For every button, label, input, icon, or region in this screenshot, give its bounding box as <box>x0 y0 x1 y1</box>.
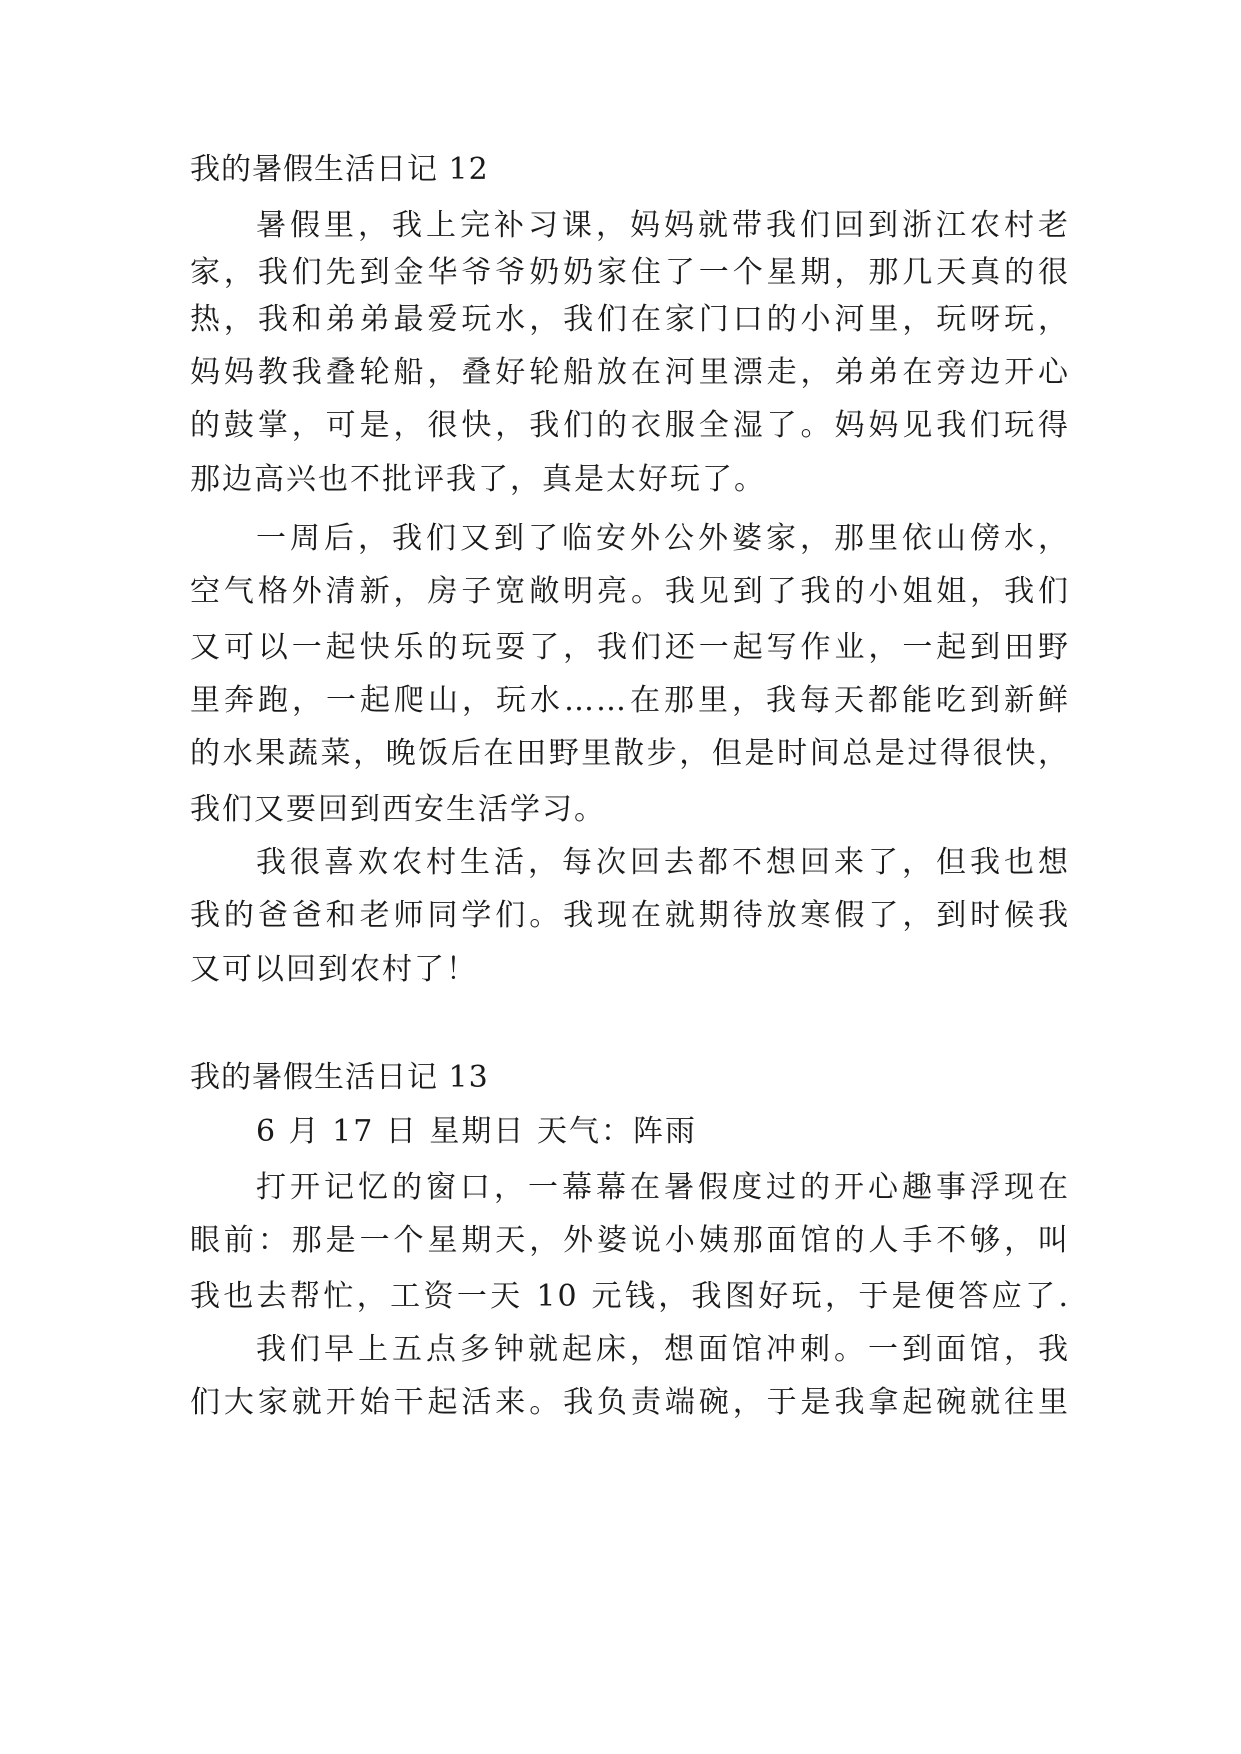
paragraph-line: 眼前：那是一个星期天，外婆说小姨那面馆的人手不够，叫 <box>190 1223 1070 1258</box>
paragraph-line: 我的爸爸和老师同学们。我现在就期待放寒假了，到时候我 <box>190 898 1070 933</box>
paragraph-line: 那边高兴也不批评我了，真是太好玩了。 <box>190 462 766 497</box>
paragraph-line: 的水果蔬菜，晚饭后在田野里散步，但是时间总是过得很快， <box>190 736 1070 771</box>
paragraph-line: 打开记忆的窗口，一幕幕在暑假度过的开心趣事浮现在 <box>256 1170 1070 1205</box>
paragraph-line: 一周后，我们又到了临安外公外婆家，那里依山傍水， <box>256 521 1070 556</box>
paragraph-line: 我们又要回到西安生活学习。 <box>190 792 606 827</box>
paragraph-line: 我也去帮忙，工资一天 10 元钱，我图好玩，于是便答应了. <box>190 1279 1070 1314</box>
paragraph-line: 暑假里，我上完补习课，妈妈就带我们回到浙江农村老 <box>256 208 1070 243</box>
paragraph-line: 妈妈教我叠轮船，叠好轮船放在河里漂走，弟弟在旁边开心 <box>190 355 1070 390</box>
paragraph-line: 里奔跑，一起爬山，玩水……在那里，我每天都能吃到新鲜 <box>190 683 1070 718</box>
paragraph-line: 我很喜欢农村生活，每次回去都不想回来了，但我也想 <box>256 845 1070 880</box>
paragraph-line: 热，我和弟弟最爱玩水，我们在家门口的小河里，玩呀玩， <box>190 302 1070 337</box>
diary-date-line: 6 月 17 日 星期日 天气：阵雨 <box>256 1114 697 1149</box>
diary-title-13: 我的暑假生活日记 13 <box>190 1060 489 1095</box>
paragraph-line: 又可以一起快乐的玩耍了，我们还一起写作业，一起到田野 <box>190 630 1070 665</box>
paragraph-line: 空气格外清新，房子宽敞明亮。我见到了我的小姐姐，我们 <box>190 574 1070 609</box>
paragraph-line: 们大家就开始干起活来。我负责端碗，于是我拿起碗就往里 <box>190 1385 1070 1420</box>
diary-title-12: 我的暑假生活日记 12 <box>190 152 489 187</box>
paragraph-line: 的鼓掌，可是，很快，我们的衣服全湿了。妈妈见我们玩得 <box>190 408 1070 443</box>
paragraph-line: 又可以回到农村了！ <box>190 952 478 987</box>
paragraph-line: 我们早上五点多钟就起床，想面馆冲刺。一到面馆，我 <box>256 1332 1070 1367</box>
paragraph-line: 家，我们先到金华爷爷奶奶家住了一个星期，那几天真的很 <box>190 255 1070 290</box>
